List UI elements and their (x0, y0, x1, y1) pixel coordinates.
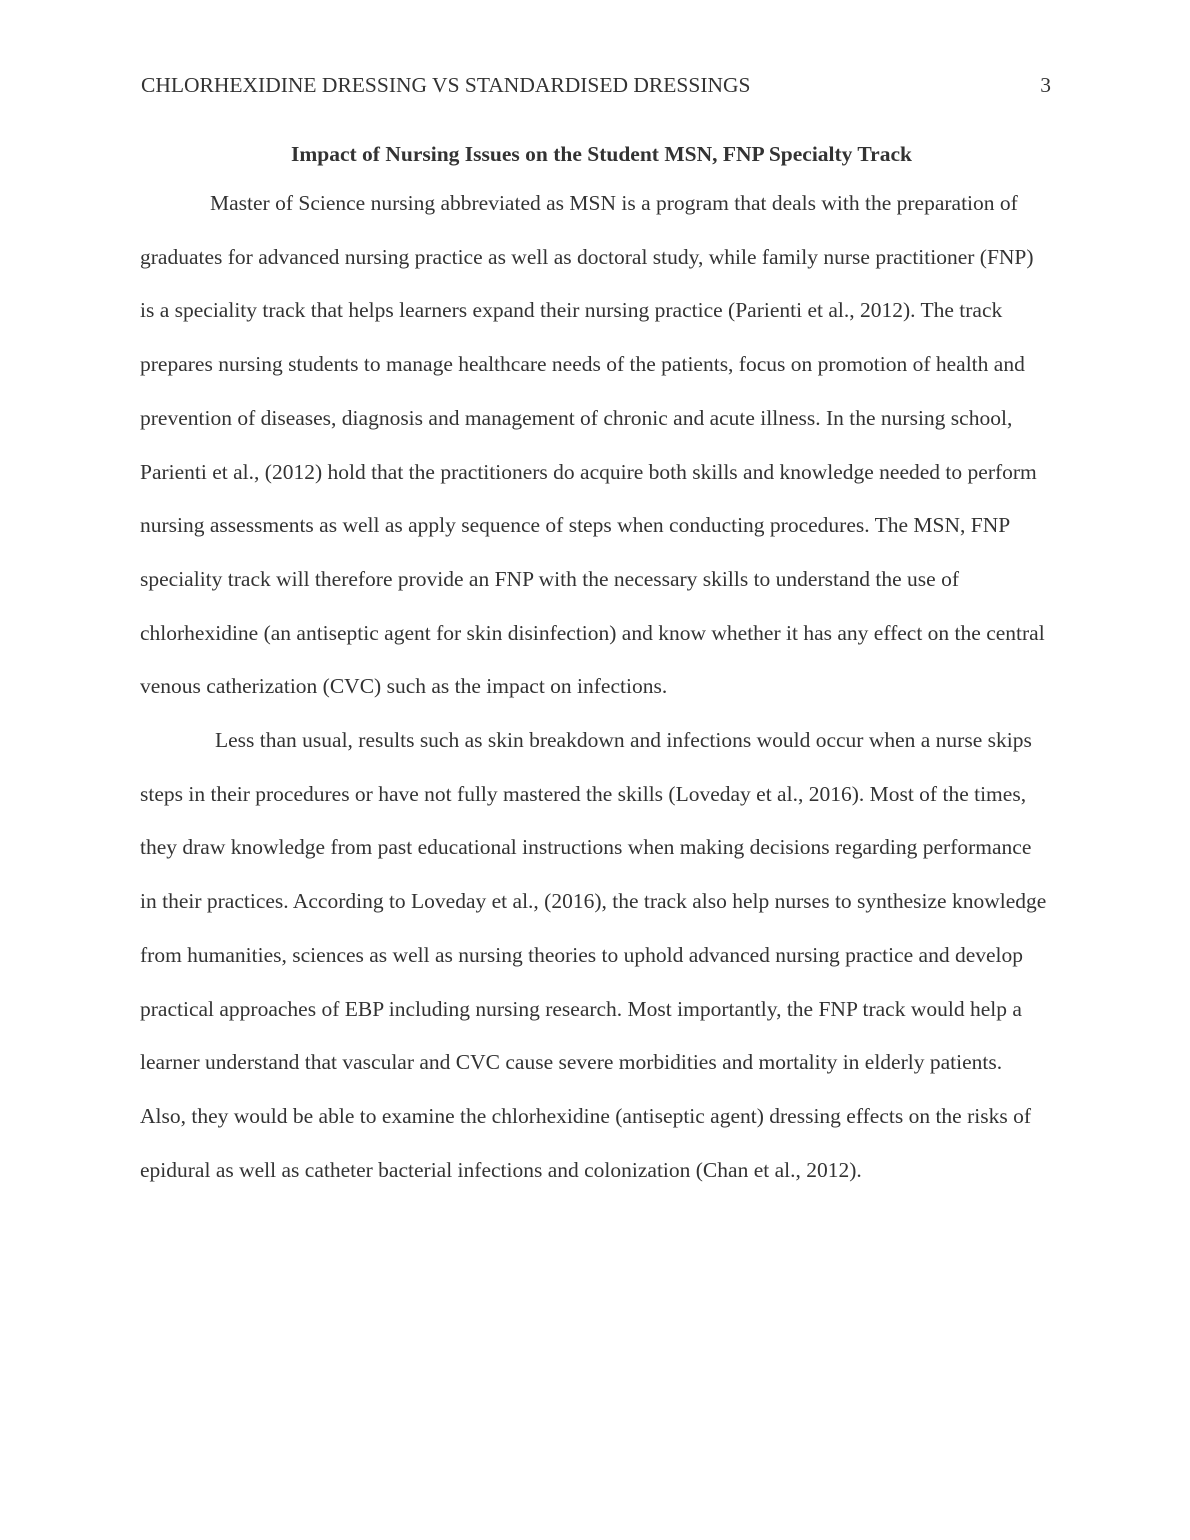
paragraph-1: Master of Science nursing abbreviated as MSN is a program that deals with the preparation of graduates for advanced nursing practice as well as doctoral study, while family nurse practitioner (FNP) is a speciality track that helps learners expand their nursing practice (Parienti et al., 2012). The track prepares nursing students to manage healthcare needs of the patients, focus on promotion of health and prevention of diseases, diagnosis and management of chronic and acute illness. In the nursing school, Parienti et al., (2012) hold that the practitioners do acquire both skills and knowledge needed to perform nursing assessments as well as apply sequence of steps when conducting procedures. The MSN, FNP speciality track will therefore provide an FNP with the necessary skills to understand the use of chlorhexidine (an antiseptic agent for skin disinfection) and know whether it has any effect on the central venous catherization (CVC) such as the impact on infections. (140, 191, 1045, 699)
running-head (141, 70, 1051, 100)
running-head-title: CHLORHEXIDINE DRESSING VS STANDARDISED DRESSINGS (141, 73, 751, 97)
body-text (140, 177, 1052, 1197)
page-number: 3 (1040, 73, 1051, 97)
paragraph-2: Less than usual, results such as skin breakdown and infections would occur when a nurse skips steps in their procedures or have not fully mastered the skills (Loveday et al., 2016). Most of the times, they draw knowledge from past educational instructions when making decisions regarding performance in their practices. According to Loveday et al., (2016), the track also help nurses to synthesize knowledge from humanities, sciences as well as nursing theories to uphold advanced nursing practice and develop practical approaches of EBP including nursing research. Most importantly, the FNP track would help a learner understand that vascular and CVC cause severe morbidities and mortality in elderly patients. Also, they would be able to examine the chlorhexidine (antiseptic agent) dressing effects on the risks of epidural as well as catheter bacterial infections and colonization (Chan et al., 2012). (140, 728, 1047, 1182)
section-heading: Impact of Nursing Issues on the Student MSN, FNP Specialty Track (291, 142, 912, 166)
